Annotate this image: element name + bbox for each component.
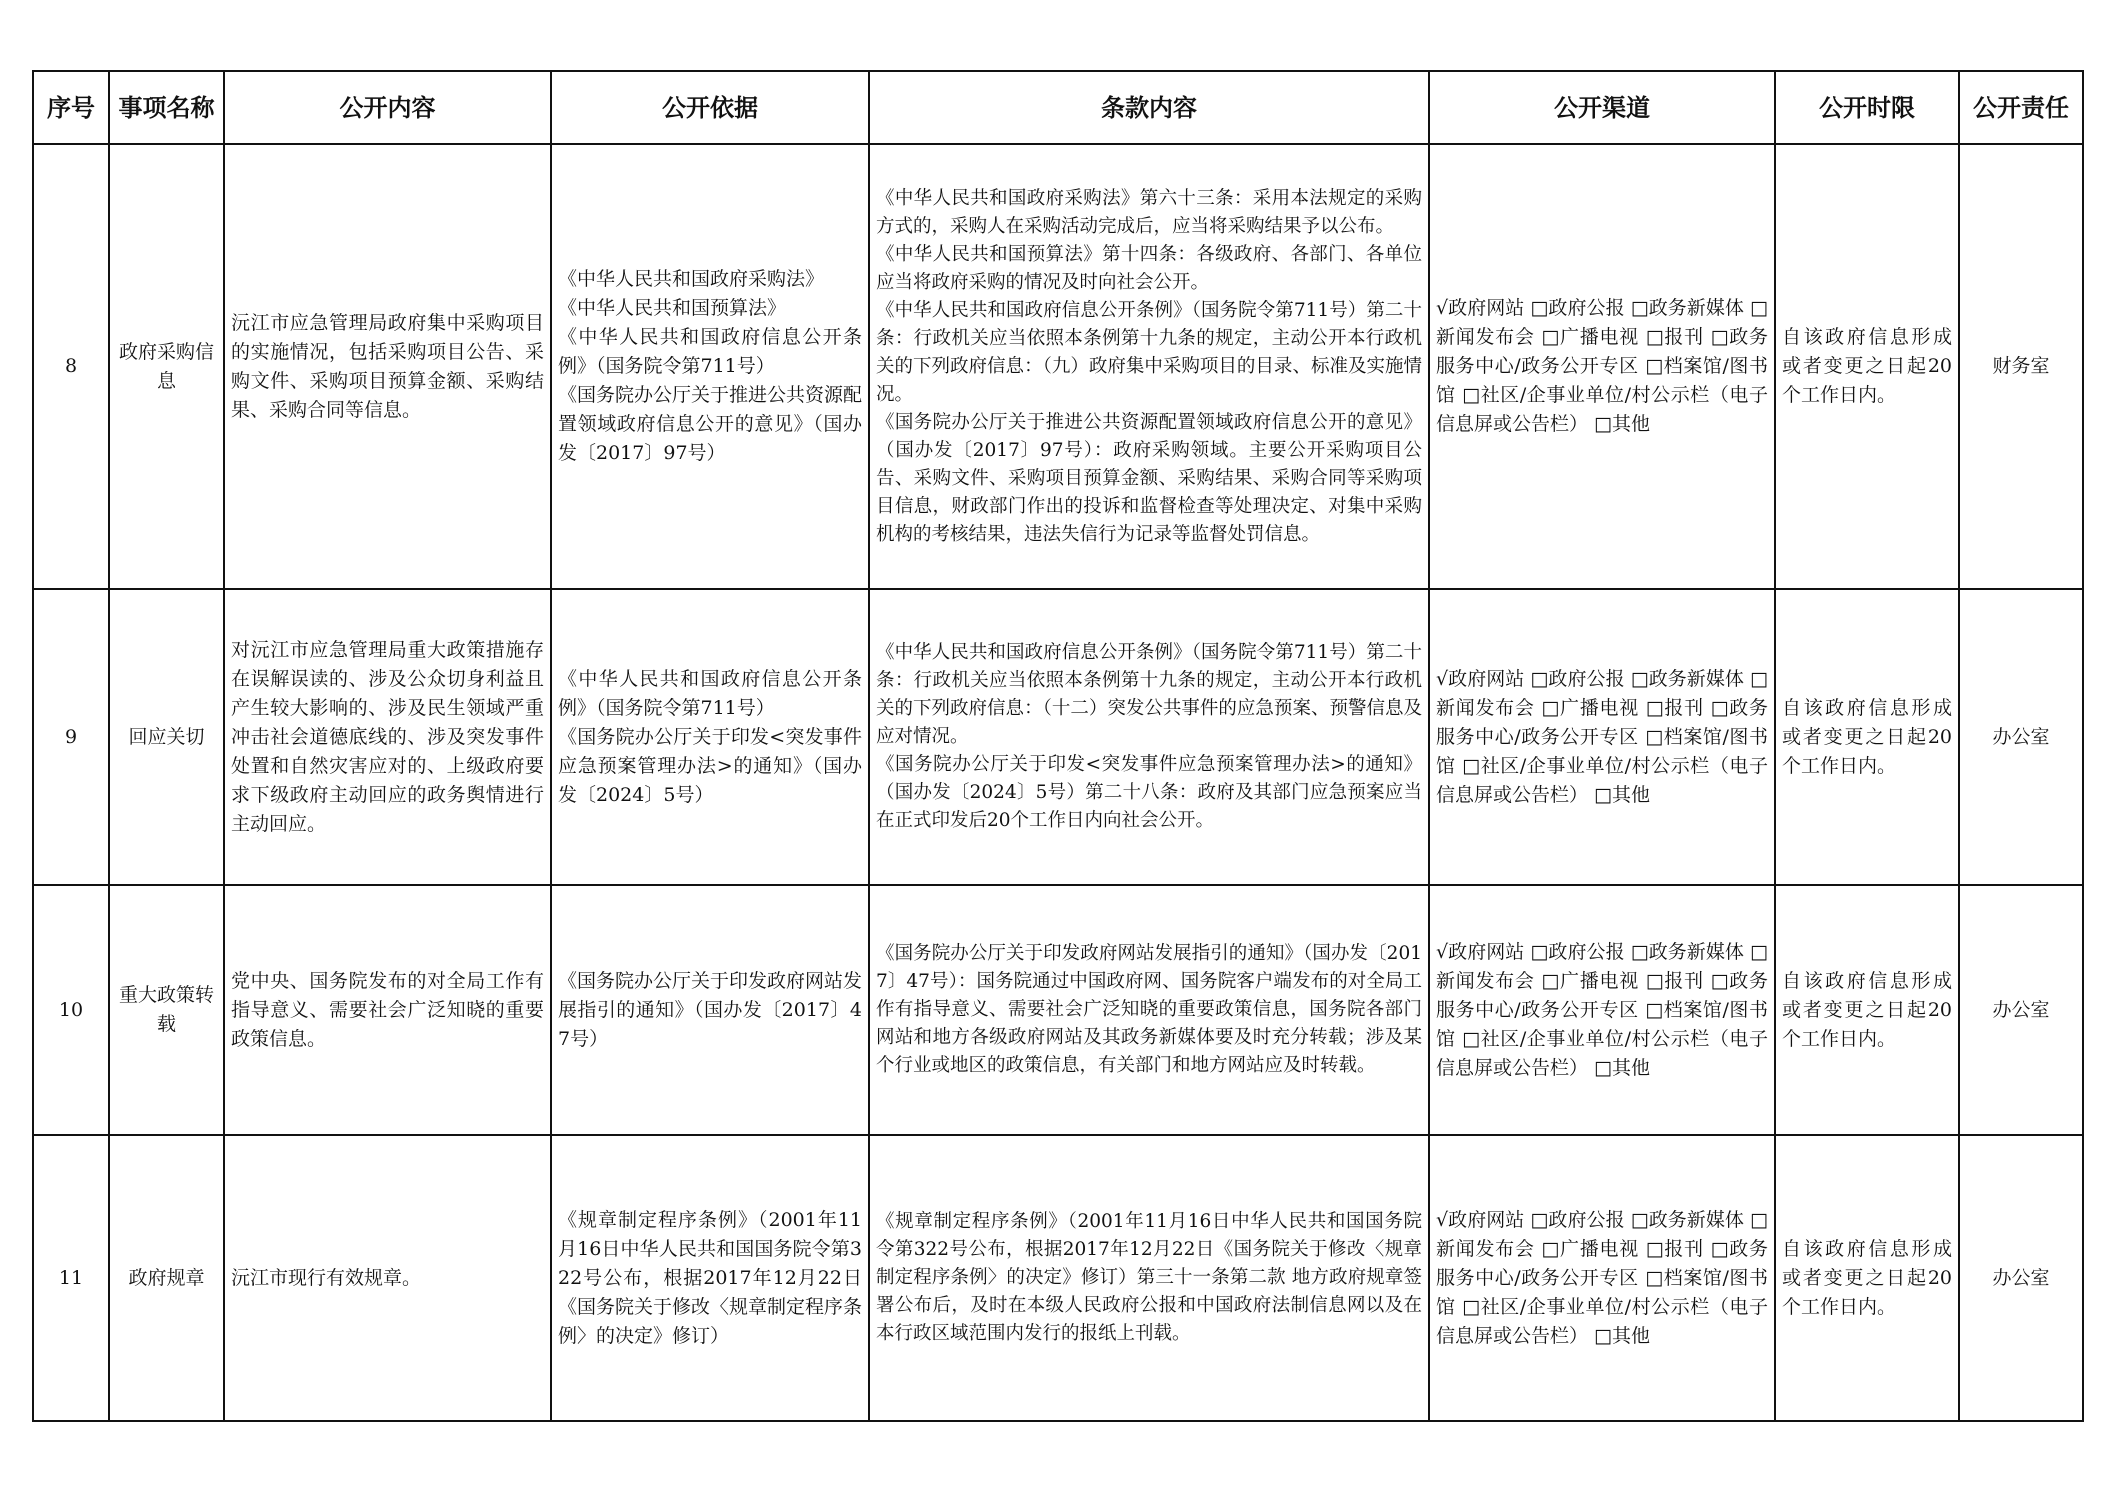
table-row bbox=[33, 1135, 2083, 1421]
row-basis: 《中华人民共和国政府采购法》 《中华人民共和国预算法》 《中华人民共和国政府信息公开条例》（国务院令第711号） 《国务院办公厅关于推进公共资源配置领域政府信息公开的意见》（国办发〔2017〕97号） bbox=[551, 144, 869, 589]
row-duty: 办公室 bbox=[1959, 885, 2083, 1135]
header-row bbox=[33, 71, 2083, 144]
row-content: 对沅江市应急管理局重大政策措施存在误解误读的、涉及公众切身利益且产生较大影响的、涉及民生领域严重冲击社会道德底线的、涉及突发事件处置和自然灾害应对的、上级政府要求下级政府主动回应的政务舆情进行主动回应。 bbox=[224, 589, 551, 885]
row-item-name: 政府采购信息 bbox=[109, 144, 224, 589]
row-period: 自该政府信息形成或者变更之日起20个工作日内。 bbox=[1775, 144, 1959, 589]
header-basis: 公开依据 bbox=[551, 71, 869, 144]
row-channel: √政府网站 □政府公报 □政务新媒体 □新闻发布会 □广播电视 □报刊 □政务服务中心/政务公开专区 □档案馆/图书馆 □社区/企事业单位/村公示栏（电子信息屏或公告栏） □其他 bbox=[1429, 144, 1775, 589]
header-clause: 条款内容 bbox=[869, 71, 1429, 144]
row-item-name: 回应关切 bbox=[109, 589, 224, 885]
row-no: 8 bbox=[33, 144, 109, 589]
row-channel: √政府网站 □政府公报 □政务新媒体 □新闻发布会 □广播电视 □报刊 □政务服务中心/政务公开专区 □档案馆/图书馆 □社区/企事业单位/村公示栏（电子信息屏或公告栏） □其他 bbox=[1429, 589, 1775, 885]
header-content: 公开内容 bbox=[224, 71, 551, 144]
row-channel: √政府网站 □政府公报 □政务新媒体 □新闻发布会 □广播电视 □报刊 □政务服务中心/政务公开专区 □档案馆/图书馆 □社区/企事业单位/村公示栏（电子信息屏或公告栏） □其他 bbox=[1429, 885, 1775, 1135]
row-item-name: 重大政策转载 bbox=[109, 885, 224, 1135]
row-clause: 《中华人民共和国政府采购法》第六十三条：采用本法规定的采购方式的，采购人在采购活动完成后，应当将采购结果予以公布。 《中华人民共和国预算法》第十四条：各级政府、各部门、各单位应当将政府采购的情况及时向社会公开。 《中华人民共和国政府信息公开条例》（国务院令第711号）第二十条：行政机关应当依照本条例第十九条的规定，主动公开本行政机关的下列政府信息：（九）政府集中采购项目的目录、标准及实施情况。 《国务院办公厅关于推进公共资源配置领域政府信息公开的意见》（国办发〔2017〕97号）：政府采购领域。主要公开采购项目公告、采购文件、采购项目预算金额、采购结果、采购合同等采购项目信息，财政部门作出的投诉和监督检查等处理决定、对集中采购机构的考核结果，违法失信行为记录等监督处罚信息。 bbox=[869, 144, 1429, 589]
row-duty: 办公室 bbox=[1959, 589, 2083, 885]
table-row bbox=[33, 885, 2083, 1135]
row-channel: √政府网站 □政府公报 □政务新媒体 □新闻发布会 □广播电视 □报刊 □政务服务中心/政务公开专区 □档案馆/图书馆 □社区/企事业单位/村公示栏（电子信息屏或公告栏） □其他 bbox=[1429, 1135, 1775, 1421]
row-clause: 《规章制定程序条例》（2001年11月16日中华人民共和国国务院令第322号公布，根据2017年12月22日《国务院关于修改〈规章制定程序条例〉的决定》修订）第三十一条第二款 地方政府规章签署公布后，及时在本级人民政府公报和中国政府法制信息网以及在本行政区域范围内发行的报纸上刊载。 bbox=[869, 1135, 1429, 1421]
row-content: 沅江市现行有效规章。 bbox=[224, 1135, 551, 1421]
header-duty: 公开责任 bbox=[1959, 71, 2083, 144]
table-row bbox=[33, 589, 2083, 885]
disclosure-table-sheet bbox=[32, 70, 2082, 1420]
row-period: 自该政府信息形成或者变更之日起20个工作日内。 bbox=[1775, 885, 1959, 1135]
row-no: 9 bbox=[33, 589, 109, 885]
row-basis: 《规章制定程序条例》（2001年11月16日中华人民共和国国务院令第322号公布，根据2017年12月22日《国务院关于修改〈规章制定程序条例〉的决定》修订） bbox=[551, 1135, 869, 1421]
row-no: 10 bbox=[33, 885, 109, 1135]
row-clause: 《中华人民共和国政府信息公开条例》（国务院令第711号）第二十条：行政机关应当依照本条例第十九条的规定，主动公开本行政机关的下列政府信息：（十二）突发公共事件的应急预案、预警信息及应对情况。 《国务院办公厅关于印发<突发事件应急预案管理办法>的通知》（国办发〔2024〕5号）第二十八条：政府及其部门应急预案应当在正式印发后20个工作日内向社会公开。 bbox=[869, 589, 1429, 885]
row-period: 自该政府信息形成或者变更之日起20个工作日内。 bbox=[1775, 1135, 1959, 1421]
row-basis: 《国务院办公厅关于印发政府网站发展指引的通知》（国办发〔2017〕47号） bbox=[551, 885, 869, 1135]
row-content: 党中央、国务院发布的对全局工作有指导意义、需要社会广泛知晓的重要政策信息。 bbox=[224, 885, 551, 1135]
disclosure-table bbox=[32, 70, 2084, 1422]
header-channel: 公开渠道 bbox=[1429, 71, 1775, 144]
header-no: 序号 bbox=[33, 71, 109, 144]
header-period: 公开时限 bbox=[1775, 71, 1959, 144]
row-basis: 《中华人民共和国政府信息公开条例》（国务院令第711号） 《国务院办公厅关于印发<突发事件应急预案管理办法>的通知》（国办发〔2024〕5号） bbox=[551, 589, 869, 885]
row-clause: 《国务院办公厅关于印发政府网站发展指引的通知》（国办发〔2017〕47号）：国务院通过中国政府网、国务院客户端发布的对全局工作有指导意义、需要社会广泛知晓的重要政策信息，国务院各部门网站和地方各级政府网站及其政务新媒体要及时充分转载；涉及某个行业或地区的政策信息，有关部门和地方网站应及时转载。 bbox=[869, 885, 1429, 1135]
row-duty: 办公室 bbox=[1959, 1135, 2083, 1421]
header-item-name: 事项名称 bbox=[109, 71, 224, 144]
row-content: 沅江市应急管理局政府集中采购项目的实施情况，包括采购项目公告、采购文件、采购项目预算金额、采购结果、采购合同等信息。 bbox=[224, 144, 551, 589]
table-row bbox=[33, 144, 2083, 589]
row-period: 自该政府信息形成或者变更之日起20个工作日内。 bbox=[1775, 589, 1959, 885]
row-item-name: 政府规章 bbox=[109, 1135, 224, 1421]
row-no: 11 bbox=[33, 1135, 109, 1421]
row-duty: 财务室 bbox=[1959, 144, 2083, 589]
